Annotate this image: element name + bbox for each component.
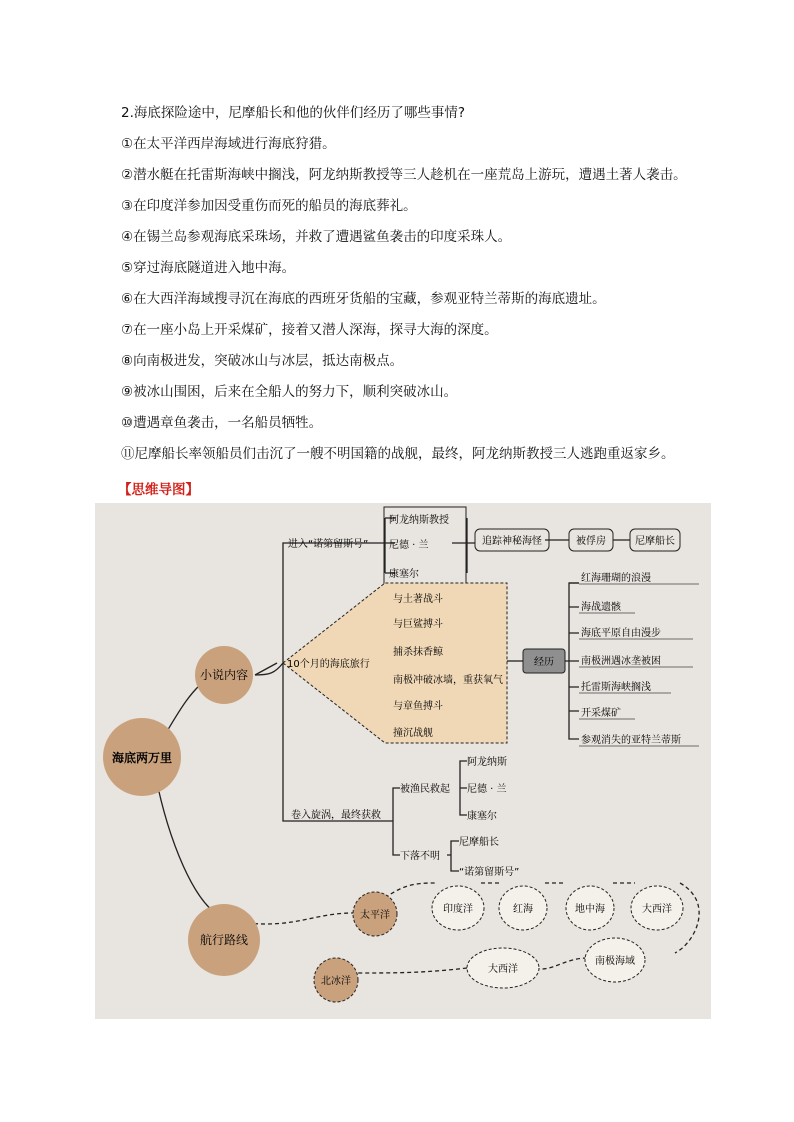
root-label: 海底两万里 <box>111 751 173 765</box>
experience-5: 托雷斯海峡搁浅 <box>581 682 651 693</box>
event-2: 与巨鲨搏斗 <box>393 619 443 630</box>
list-item: ⑨被冰山围困，后来在全船人的努力下，顺利突破冰山。 <box>121 384 458 400</box>
person-2: 尼德 · 兰 <box>389 540 429 551</box>
section-label: 【思维导图】 <box>118 482 199 498</box>
unknown-1: 尼摩船长 <box>459 837 499 848</box>
rescued-2: 尼德 · 兰 <box>467 784 507 795</box>
list-item: ⑩遭遇章鱼袭击，一名船员牺牲。 <box>121 415 323 431</box>
route-stop-5: 南极海域 <box>595 956 635 967</box>
experience-6: 开采煤矿 <box>581 708 621 719</box>
list-item: ③在印度洋参加因受重伤而死的船员的海底葬礼。 <box>121 198 417 214</box>
experience-1: 红海珊瑚的浪漫 <box>581 573 651 584</box>
event-5: 与章鱼搏斗 <box>393 701 443 712</box>
route-end: 北冰洋 <box>321 976 351 987</box>
question-title: 2.海底探险途中，尼摩船长和他的伙伴们经历了哪些事情? <box>121 105 466 121</box>
unknown-2: “诺第留斯号” <box>459 867 520 878</box>
route-stop-6: 大西洋 <box>488 964 518 975</box>
mind-map <box>95 503 711 1019</box>
rescued-label: 被渔民救起 <box>400 784 450 795</box>
mind-map-canvas <box>95 503 711 1019</box>
rescued-3: 康塞尔 <box>467 811 497 822</box>
person-1: 阿龙纳斯教授 <box>389 515 449 526</box>
content-label: 小说内容 <box>199 668 249 682</box>
list-item: ④在锡兰岛参观海底采珠场，并救了遭遇鲨鱼袭击的印度采珠人。 <box>121 229 512 245</box>
list-item: ①在太平洋西岸海域进行海底狩猎。 <box>121 136 336 152</box>
route-label: 航行路线 <box>199 933 249 947</box>
event-4: 南极冲破冰墙，重获氧气 <box>393 675 503 686</box>
list-item: ②潜水艇在托雷斯海峡中搁浅，阿龙纳斯教授等三人趁机在一座荒岛上游玩，遭遇土著人袭击。 <box>121 167 687 183</box>
voyage-label: 10个月的海底旅行 <box>287 659 370 670</box>
rescued-1: 阿龙纳斯 <box>467 757 507 768</box>
chain-1: 追踪神秘海怪 <box>482 536 542 547</box>
experience-2: 海战遗骸 <box>581 602 621 613</box>
route-stop-4: 大西洋 <box>642 904 672 915</box>
route-stop-2: 红海 <box>513 904 533 915</box>
experience-label: 经历 <box>534 657 554 668</box>
route-start: 太平洋 <box>360 910 390 921</box>
experience-7: 参观消失的亚特兰蒂斯 <box>581 735 681 746</box>
event-3: 捕杀抹香鲸 <box>393 647 443 658</box>
chain-3: 尼摩船长 <box>635 536 675 547</box>
enter-label: 进入“诺第留斯号” <box>288 539 369 550</box>
person-3: 康塞尔 <box>389 569 419 580</box>
list-item: ⑪尼摩船长率领船员们击沉了一艘不明国籍的战舰，最终，阿龙纳斯教授三人逃跑重返家乡。 <box>121 446 675 462</box>
chain-2: 被俘房 <box>576 536 606 547</box>
ending-label: 卷入旋涡，最终获救 <box>291 810 381 821</box>
event-1: 与土著战斗 <box>393 594 443 605</box>
experience-3: 海底平原自由漫步 <box>581 628 661 639</box>
experience-4: 南极洲遇冰垄被困 <box>581 656 661 667</box>
list-item: ⑧向南极进发，突破冰山与冰层，抵达南极点。 <box>121 353 404 369</box>
list-item: ⑥在大西洋海域搜寻沉在海底的西班牙货船的宝藏，参观亚特兰蒂斯的海底遗址。 <box>121 291 606 307</box>
route-stop-3: 地中海 <box>575 904 605 915</box>
unknown-label: 下落不明 <box>400 851 440 862</box>
event-6: 撞沉战舰 <box>393 728 433 739</box>
list-item: ⑦在一座小岛上开采煤矿，接着又潜人深海，探寻大海的深度。 <box>121 322 498 338</box>
route-stop-1: 印度洋 <box>443 904 473 915</box>
list-item: ⑤穿过海底隧道进入地中海。 <box>121 260 296 276</box>
